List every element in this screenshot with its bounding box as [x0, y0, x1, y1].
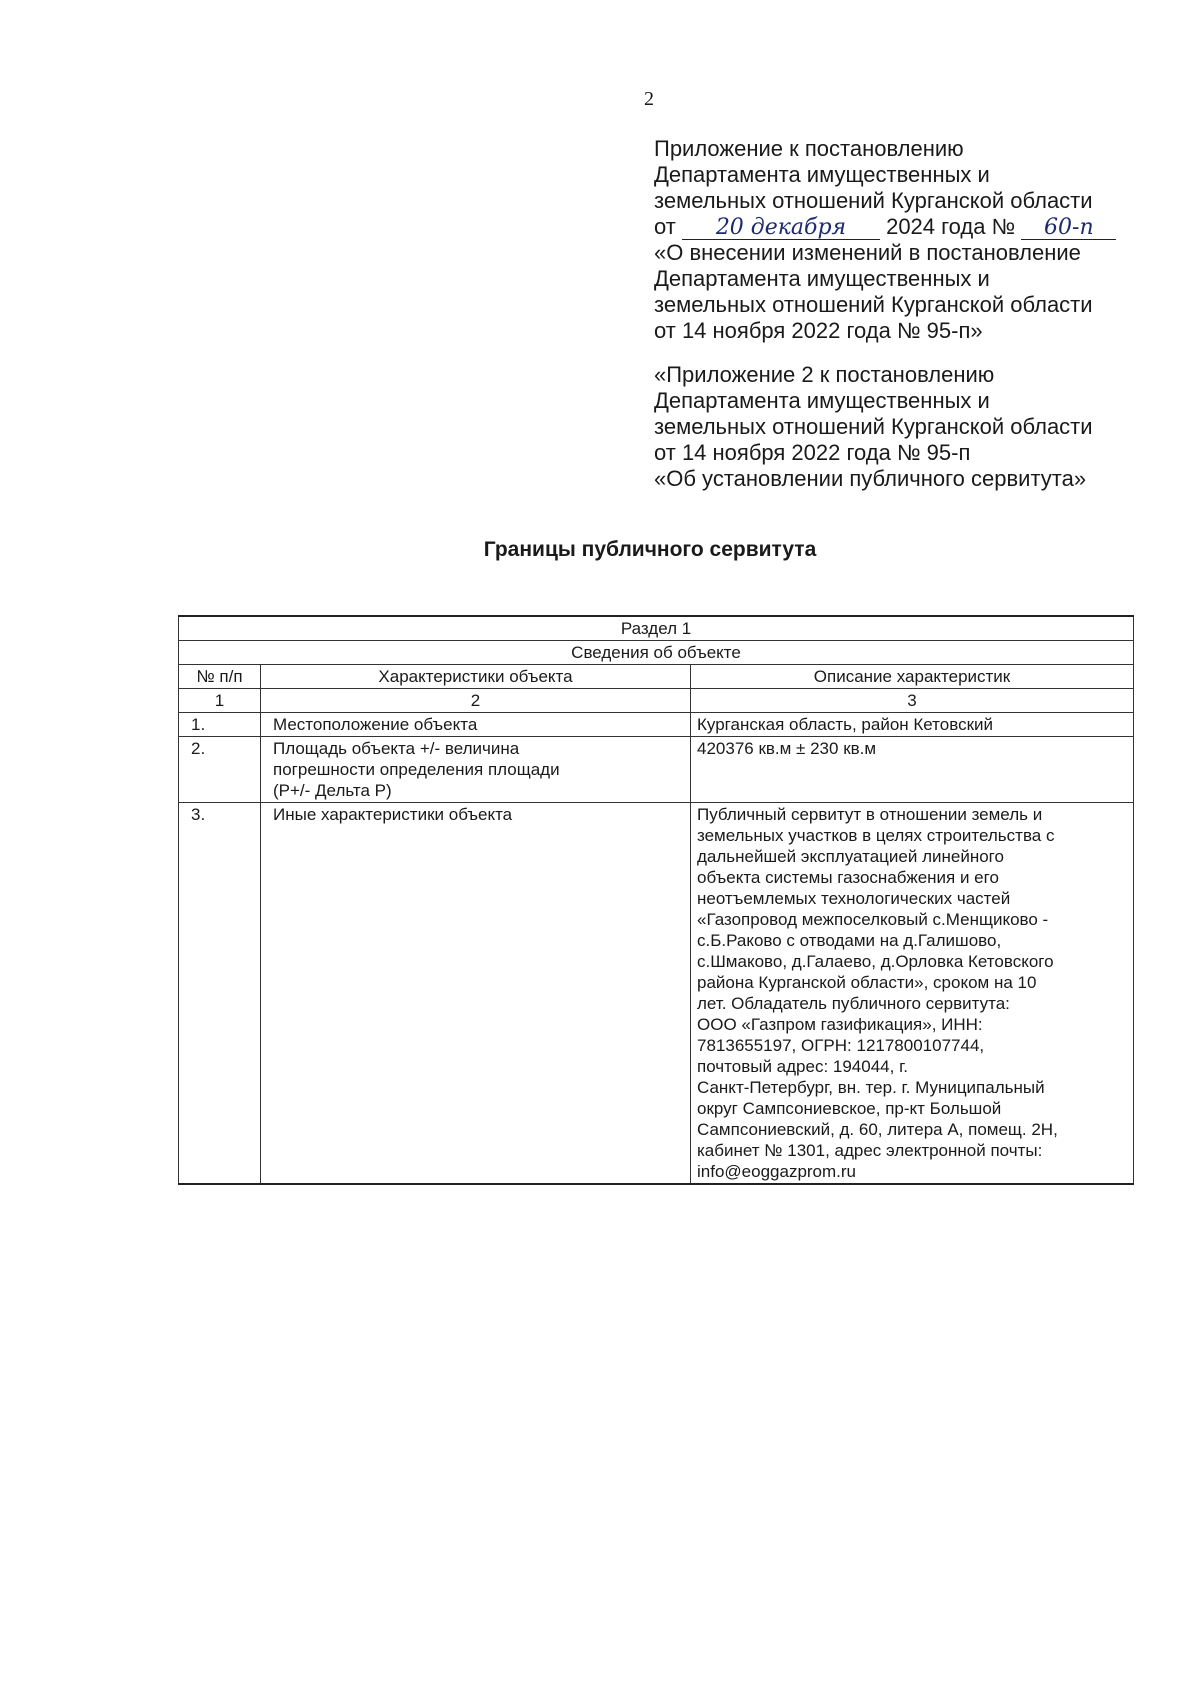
description-line: Публичный сервитут в отношении земель и	[697, 805, 1043, 824]
description-line: неотъемлемых технологических частей	[697, 889, 1011, 908]
row-characteristic	[261, 737, 691, 803]
row-description	[691, 803, 1134, 1185]
characteristic-line: Местоположение объекта	[273, 715, 478, 734]
characteristic-line: Иные характеристики объекта	[273, 805, 513, 824]
column-number: 1	[179, 689, 261, 713]
description-line: объекта системы газоснабжения и его	[697, 868, 999, 887]
row-description	[691, 713, 1134, 737]
annex-original-line: от 14 ноября 2022 года № 95-п	[654, 440, 971, 465]
date-middle: 2024 года №	[886, 214, 1016, 239]
table-row	[179, 713, 1134, 737]
row-number: 1.	[179, 713, 261, 737]
section-row	[179, 616, 1134, 641]
header-characteristic: Характеристики объекта	[261, 665, 691, 689]
description-line: «Газопровод межпоселковый с.Менщиково -	[697, 910, 1049, 929]
table-row	[179, 737, 1134, 803]
annex-original-block	[654, 362, 1174, 492]
annex-header-date-line	[654, 214, 1174, 240]
handwritten-date: 20 декабря	[682, 217, 880, 240]
column-number-row	[179, 689, 1134, 713]
section-subtitle: Сведения об объекте	[179, 641, 1134, 665]
annex-original-line: земельных отношений Курганской области	[654, 414, 1093, 439]
description-line: ООО «Газпром газификация», ИНН:	[697, 1015, 983, 1034]
page-number: 2	[644, 88, 654, 110]
annex-header-line: «О внесении изменений в постановление	[654, 240, 1081, 265]
annex-header-line: от 14 ноября 2022 года № 95-п»	[654, 318, 983, 343]
description-line: района Курганской области», сроком на 10	[697, 973, 1037, 992]
annex-original-line: «Приложение 2 к постановлению	[654, 362, 995, 387]
servitude-table-body	[179, 616, 1134, 1184]
annex-header-line: земельных отношений Курганской области	[654, 292, 1093, 317]
annex-header-block	[654, 136, 1174, 344]
column-number: 2	[261, 689, 691, 713]
description-line: почтовый адрес: 194044, г.	[697, 1057, 908, 1076]
description-line: с.Б.Раково с отводами на д.Галишово,	[697, 931, 1002, 950]
section-title: Раздел 1	[179, 616, 1134, 641]
header-description: Описание характеристик	[691, 665, 1134, 689]
characteristic-line: Площадь объекта +/- величина	[273, 739, 520, 758]
description-line: Сампсониевский, д. 60, литера А, помещ. 2Н,	[697, 1120, 1058, 1139]
annex-header-line: Департамента имущественных и	[654, 266, 990, 291]
annex-header-line: Департамента имущественных и	[654, 162, 990, 187]
date-prefix: от	[654, 214, 676, 239]
row-number: 3.	[179, 803, 261, 1185]
row-description	[691, 737, 1134, 803]
annex-original-line: Департамента имущественных и	[654, 388, 990, 413]
annex-header-line: Приложение к постановлению	[654, 136, 964, 161]
row-characteristic	[261, 803, 691, 1185]
description-line: округ Сампсониевское, пр-кт Большой	[697, 1099, 1002, 1118]
annex-header-line: земельных отношений Курганской области	[654, 188, 1093, 213]
handwritten-number: 60-п	[1021, 217, 1116, 240]
description-line: info@eoggazprom.ru	[697, 1162, 857, 1181]
description-line: Санкт-Петербург, вн. тер. г. Муниципальный	[697, 1078, 1045, 1097]
description-line: с.Шмаково, д.Галаево, д.Орловка Кетовского	[697, 952, 1054, 971]
description-line: 420376 кв.м ± 230 кв.м	[697, 739, 877, 758]
description-line: земельных участков в целях строительства с	[697, 826, 1055, 845]
annex-original-line: «Об установлении публичного сервитута»	[654, 466, 1087, 491]
description-line: кабинет № 1301, адрес электронной почты:	[697, 1141, 1043, 1160]
description-line: 7813655197, ОГРН: 1217800107744,	[697, 1036, 985, 1055]
row-number: 2.	[179, 737, 261, 803]
description-line: лет. Обладатель публичного сервитута:	[697, 994, 1010, 1013]
description-line: Курганская область, район Кетовский	[697, 715, 994, 734]
column-number: 3	[691, 689, 1134, 713]
servitude-table	[178, 615, 1134, 1185]
table-row	[179, 803, 1134, 1185]
characteristic-line: погрешности определения площади	[273, 760, 560, 779]
description-line: дальнейшей эксплуатацией линейного	[697, 847, 1004, 866]
header-num: № п/п	[179, 665, 261, 689]
row-characteristic	[261, 713, 691, 737]
header-row	[179, 665, 1134, 689]
subtitle-row	[179, 641, 1134, 665]
document-title: Границы публичного сервитута	[483, 538, 817, 561]
characteristic-line: (Р+/- Дельта Р)	[273, 781, 392, 800]
